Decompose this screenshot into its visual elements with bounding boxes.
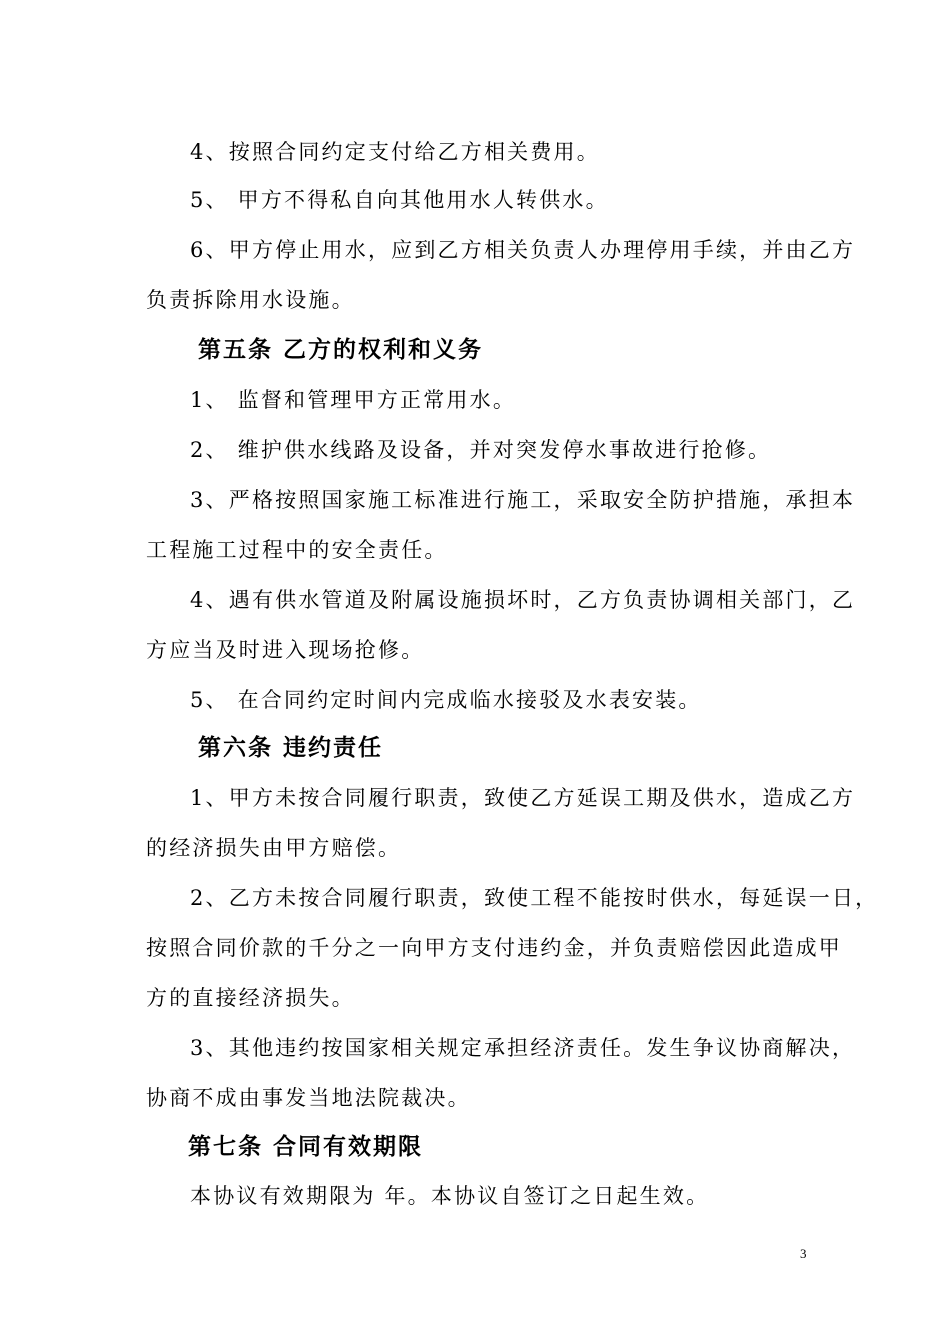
clause-5-1: 1、 监督和管理甲方正常用水。 [190, 388, 517, 412]
clause-7-text: 本协议有效期限为 年。本协议自签订之日起生效。 [190, 1184, 710, 1208]
clause-5-3: 3、严格按照国家施工标准进行施工，采取安全防护措施，承担本 [190, 488, 856, 512]
clause-6-1: 1、甲方未按合同履行职责，致使乙方延误工期及供水，造成乙方 [190, 786, 856, 810]
clause-6-2-cont-2: 方的直接经济损失。 [146, 986, 355, 1010]
clause-4-6: 6、甲方停止用水，应到乙方相关负责人办理停用手续，并由乙方 [190, 238, 856, 262]
clause-5-5: 5、 在合同约定时间内完成临水接驳及水表安装。 [190, 688, 702, 712]
clause-6-3-cont: 协商不成由事发当地法院裁决。 [146, 1086, 471, 1110]
clause-4-6-cont: 负责拆除用水设施。 [146, 288, 355, 312]
clause-6-2: 2、乙方未按合同履行职责，致使工程不能按时供水，每延误一日， [190, 886, 879, 910]
clause-5-3-cont: 工程施工过程中的安全责任。 [146, 538, 448, 562]
clause-5-4: 4、遇有供水管道及附属设施损坏时，乙方负责协调相关部门，乙 [190, 588, 856, 612]
clause-4-5: 5、 甲方不得私自向其他用水人转供水。 [190, 188, 609, 212]
clause-6-3: 3、其他违约按国家相关规定承担经济责任。发生争议协商解决， [190, 1036, 856, 1060]
section-heading-5: 第五条 乙方的权利和义务 [198, 337, 484, 363]
section-heading-6: 第六条 违约责任 [198, 735, 384, 761]
section-heading-7: 第七条 合同有效期限 [188, 1134, 424, 1160]
page-number: 3 [800, 1246, 807, 1261]
clause-6-1-cont: 的经济损失由甲方赔偿。 [146, 836, 402, 860]
clause-4-1: 4、按照合同约定支付给乙方相关费用。 [190, 140, 600, 164]
clause-5-2: 2、 维护供水线路及设备，并对突发停水事故进行抢修。 [190, 438, 772, 462]
clause-6-2-cont-1: 按照合同价款的千分之一向甲方支付违约金，并负责赔偿因此造成甲 [146, 936, 842, 960]
clause-5-4-cont: 方应当及时进入现场抢修。 [146, 638, 425, 662]
